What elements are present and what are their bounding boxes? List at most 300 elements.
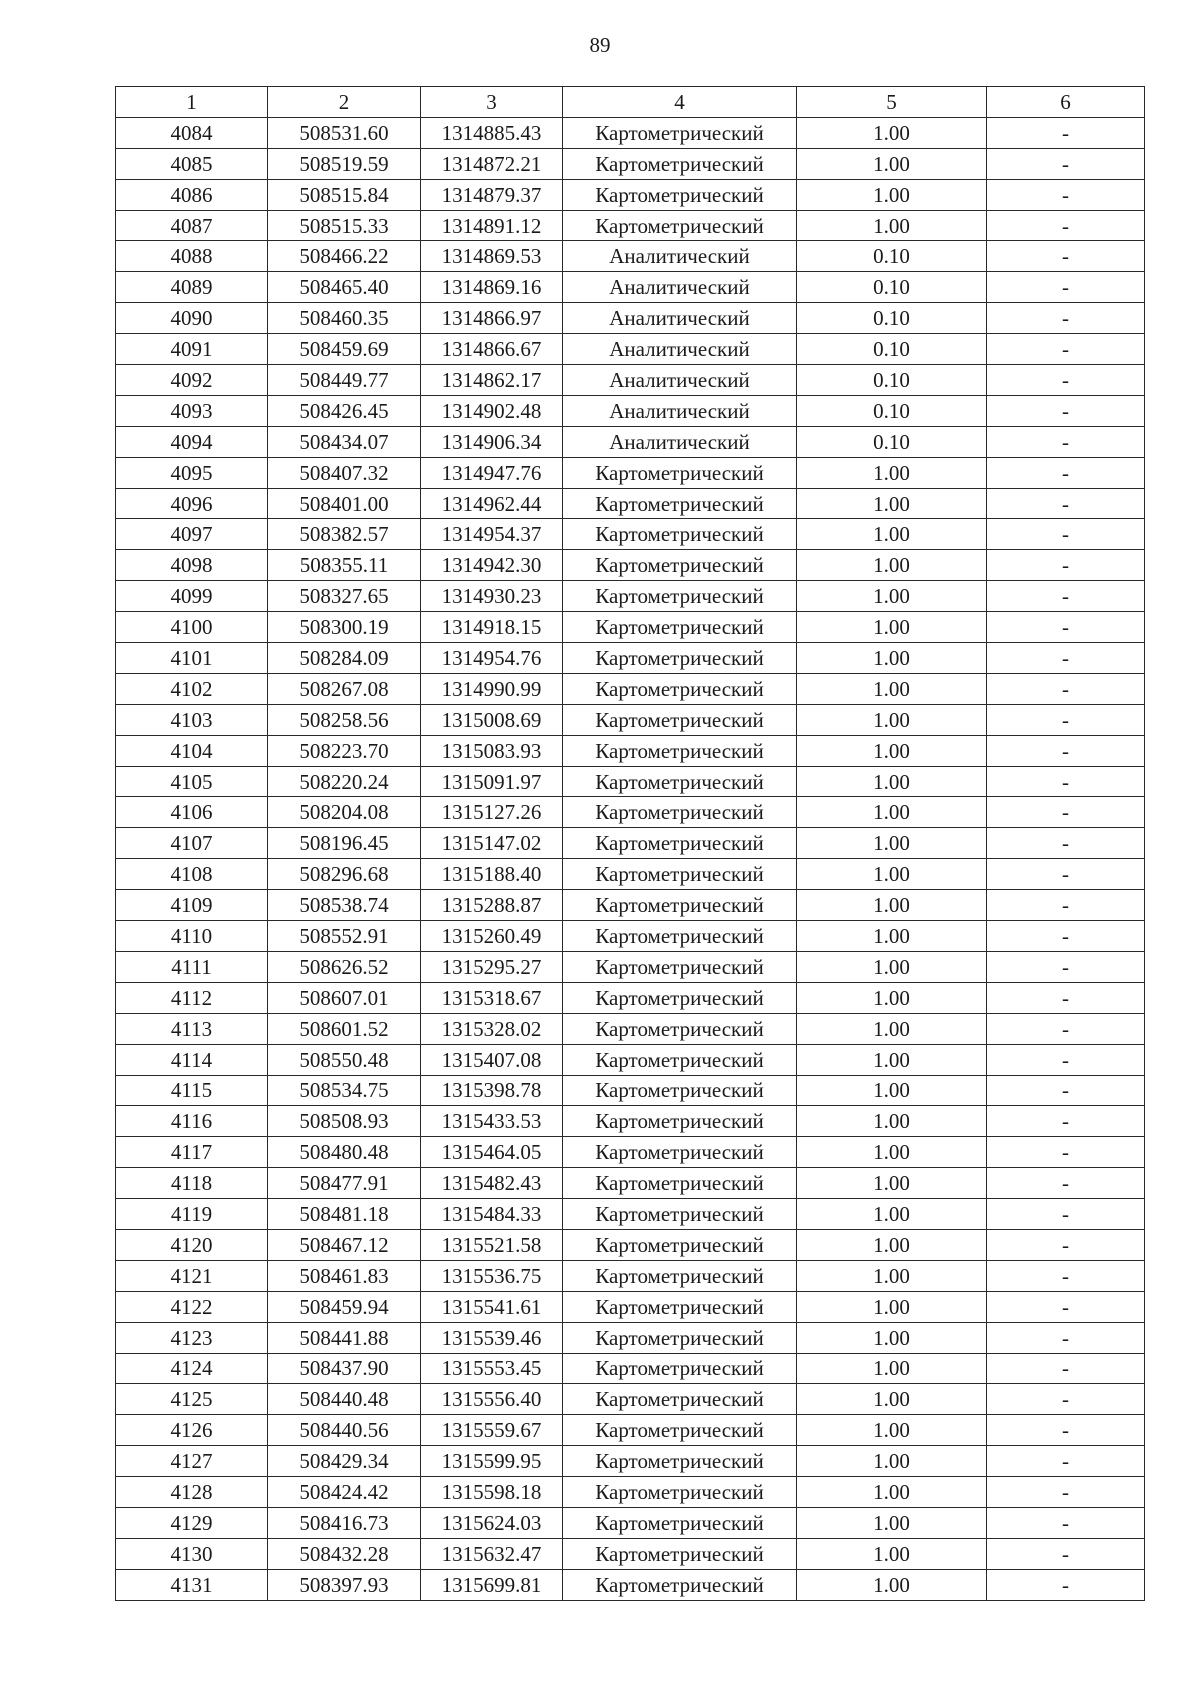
y-coordinate-cell: 1315539.46 (421, 1322, 563, 1353)
point-number-cell: 4095 (116, 457, 268, 488)
method-cell: Картометрический (563, 1229, 797, 1260)
x-coordinate-cell: 508531.60 (268, 117, 421, 148)
x-coordinate-cell: 508441.88 (268, 1322, 421, 1353)
y-coordinate-cell: 1314891.12 (421, 210, 563, 241)
table-row (116, 241, 1145, 272)
note-cell: - (987, 921, 1145, 952)
point-number-cell: 4111 (116, 951, 268, 982)
y-coordinate-cell: 1314879.37 (421, 179, 563, 210)
note-cell: - (987, 890, 1145, 921)
note-cell: - (987, 334, 1145, 365)
y-coordinate-cell: 1314869.53 (421, 241, 563, 272)
point-number-cell: 4098 (116, 550, 268, 581)
y-coordinate-cell: 1315553.45 (421, 1353, 563, 1384)
y-coordinate-cell: 1314947.76 (421, 457, 563, 488)
accuracy-cell: 1.00 (797, 519, 987, 550)
point-number-cell: 4130 (116, 1538, 268, 1569)
method-cell: Картометрический (563, 982, 797, 1013)
point-number-cell: 4089 (116, 272, 268, 303)
note-cell: - (987, 1415, 1145, 1446)
accuracy-cell: 1.00 (797, 1075, 987, 1106)
note-cell: - (987, 1322, 1145, 1353)
accuracy-cell: 1.00 (797, 735, 987, 766)
method-cell: Картометрический (563, 519, 797, 550)
point-number-cell: 4100 (116, 612, 268, 643)
accuracy-cell: 1.00 (797, 890, 987, 921)
x-coordinate-cell: 508223.70 (268, 735, 421, 766)
x-coordinate-cell: 508267.08 (268, 673, 421, 704)
point-number-cell: 4109 (116, 890, 268, 921)
table-row (116, 1137, 1145, 1168)
method-cell: Картометрический (563, 581, 797, 612)
note-cell: - (987, 1199, 1145, 1230)
accuracy-cell: 1.00 (797, 982, 987, 1013)
x-coordinate-cell: 508401.00 (268, 488, 421, 519)
y-coordinate-cell: 1315008.69 (421, 704, 563, 735)
accuracy-cell: 1.00 (797, 1291, 987, 1322)
accuracy-cell: 0.10 (797, 426, 987, 457)
table-row (116, 210, 1145, 241)
y-coordinate-cell: 1315541.61 (421, 1291, 563, 1322)
x-coordinate-cell: 508519.59 (268, 148, 421, 179)
point-number-cell: 4126 (116, 1415, 268, 1446)
column-header-3: 3 (421, 87, 563, 118)
x-coordinate-cell: 508465.40 (268, 272, 421, 303)
accuracy-cell: 0.10 (797, 395, 987, 426)
accuracy-cell: 1.00 (797, 859, 987, 890)
accuracy-cell: 1.00 (797, 117, 987, 148)
y-coordinate-cell: 1315433.53 (421, 1106, 563, 1137)
table-row (116, 1384, 1145, 1415)
accuracy-cell: 1.00 (797, 1013, 987, 1044)
y-coordinate-cell: 1314885.43 (421, 117, 563, 148)
method-cell: Картометрический (563, 1322, 797, 1353)
y-coordinate-cell: 1314962.44 (421, 488, 563, 519)
y-coordinate-cell: 1314990.99 (421, 673, 563, 704)
note-cell: - (987, 1013, 1145, 1044)
note-cell: - (987, 550, 1145, 581)
method-cell: Картометрический (563, 1137, 797, 1168)
x-coordinate-cell: 508515.33 (268, 210, 421, 241)
accuracy-cell: 1.00 (797, 1353, 987, 1384)
x-coordinate-cell: 508355.11 (268, 550, 421, 581)
x-coordinate-cell: 508461.83 (268, 1260, 421, 1291)
table-row (116, 457, 1145, 488)
point-number-cell: 4084 (116, 117, 268, 148)
note-cell: - (987, 1291, 1145, 1322)
note-cell: - (987, 241, 1145, 272)
y-coordinate-cell: 1314954.37 (421, 519, 563, 550)
x-coordinate-cell: 508480.48 (268, 1137, 421, 1168)
accuracy-cell: 1.00 (797, 612, 987, 643)
x-coordinate-cell: 508327.65 (268, 581, 421, 612)
method-cell: Картометрический (563, 1384, 797, 1415)
method-cell: Картометрический (563, 1168, 797, 1199)
note-cell: - (987, 797, 1145, 828)
y-coordinate-cell: 1314862.17 (421, 365, 563, 396)
y-coordinate-cell: 1314930.23 (421, 581, 563, 612)
note-cell: - (987, 673, 1145, 704)
note-cell: - (987, 395, 1145, 426)
note-cell: - (987, 1384, 1145, 1415)
method-cell: Картометрический (563, 1199, 797, 1230)
x-coordinate-cell: 508508.93 (268, 1106, 421, 1137)
accuracy-cell: 1.00 (797, 179, 987, 210)
accuracy-cell: 1.00 (797, 1569, 987, 1600)
coordinates-table (115, 86, 1145, 1601)
table-row (116, 148, 1145, 179)
x-coordinate-cell: 508477.91 (268, 1168, 421, 1199)
note-cell: - (987, 1477, 1145, 1508)
method-cell: Картометрический (563, 1353, 797, 1384)
accuracy-cell: 1.00 (797, 148, 987, 179)
method-cell: Картометрический (563, 1538, 797, 1569)
note-cell: - (987, 1260, 1145, 1291)
x-coordinate-cell: 508296.68 (268, 859, 421, 890)
x-coordinate-cell: 508429.34 (268, 1446, 421, 1477)
point-number-cell: 4093 (116, 395, 268, 426)
table-row (116, 1013, 1145, 1044)
y-coordinate-cell: 1315464.05 (421, 1137, 563, 1168)
point-number-cell: 4121 (116, 1260, 268, 1291)
y-coordinate-cell: 1314869.16 (421, 272, 563, 303)
point-number-cell: 4110 (116, 921, 268, 952)
method-cell: Картометрический (563, 673, 797, 704)
table-row (116, 612, 1145, 643)
x-coordinate-cell: 508300.19 (268, 612, 421, 643)
method-cell: Картометрический (563, 766, 797, 797)
y-coordinate-cell: 1315482.43 (421, 1168, 563, 1199)
method-cell: Картометрический (563, 735, 797, 766)
note-cell: - (987, 1569, 1145, 1600)
y-coordinate-cell: 1315632.47 (421, 1538, 563, 1569)
x-coordinate-cell: 508481.18 (268, 1199, 421, 1230)
column-header-2: 2 (268, 87, 421, 118)
table-row (116, 951, 1145, 982)
accuracy-cell: 1.00 (797, 210, 987, 241)
table-row (116, 1353, 1145, 1384)
accuracy-cell: 1.00 (797, 488, 987, 519)
x-coordinate-cell: 508407.32 (268, 457, 421, 488)
y-coordinate-cell: 1315484.33 (421, 1199, 563, 1230)
table-row (116, 550, 1145, 581)
table-row (116, 1229, 1145, 1260)
point-number-cell: 4094 (116, 426, 268, 457)
y-coordinate-cell: 1315318.67 (421, 982, 563, 1013)
method-cell: Картометрический (563, 951, 797, 982)
x-coordinate-cell: 508426.45 (268, 395, 421, 426)
point-number-cell: 4129 (116, 1507, 268, 1538)
point-number-cell: 4128 (116, 1477, 268, 1508)
method-cell: Картометрический (563, 612, 797, 643)
method-cell: Картометрический (563, 117, 797, 148)
accuracy-cell: 1.00 (797, 1384, 987, 1415)
table-row (116, 1477, 1145, 1508)
method-cell: Картометрический (563, 643, 797, 674)
accuracy-cell: 1.00 (797, 1415, 987, 1446)
method-cell: Картометрический (563, 210, 797, 241)
table-row (116, 1106, 1145, 1137)
accuracy-cell: 1.00 (797, 797, 987, 828)
table-row (116, 488, 1145, 519)
method-cell: Картометрический (563, 1507, 797, 1538)
point-number-cell: 4106 (116, 797, 268, 828)
table-row (116, 1538, 1145, 1569)
method-cell: Картометрический (563, 457, 797, 488)
point-number-cell: 4091 (116, 334, 268, 365)
accuracy-cell: 1.00 (797, 1137, 987, 1168)
note-cell: - (987, 859, 1145, 890)
x-coordinate-cell: 508220.24 (268, 766, 421, 797)
table-row (116, 179, 1145, 210)
y-coordinate-cell: 1315188.40 (421, 859, 563, 890)
note-cell: - (987, 1044, 1145, 1075)
point-number-cell: 4088 (116, 241, 268, 272)
y-coordinate-cell: 1315624.03 (421, 1507, 563, 1538)
table-row (116, 334, 1145, 365)
y-coordinate-cell: 1314872.21 (421, 148, 563, 179)
point-number-cell: 4117 (116, 1137, 268, 1168)
point-number-cell: 4107 (116, 828, 268, 859)
note-cell: - (987, 426, 1145, 457)
x-coordinate-cell: 508397.93 (268, 1569, 421, 1600)
table-row (116, 797, 1145, 828)
point-number-cell: 4120 (116, 1229, 268, 1260)
table-row (116, 519, 1145, 550)
table-row (116, 766, 1145, 797)
table-header (116, 87, 1145, 118)
x-coordinate-cell: 508467.12 (268, 1229, 421, 1260)
note-cell: - (987, 704, 1145, 735)
note-cell: - (987, 828, 1145, 859)
y-coordinate-cell: 1315295.27 (421, 951, 563, 982)
point-number-cell: 4112 (116, 982, 268, 1013)
table-row (116, 1415, 1145, 1446)
accuracy-cell: 1.00 (797, 766, 987, 797)
method-cell: Картометрический (563, 1044, 797, 1075)
note-cell: - (987, 1538, 1145, 1569)
note-cell: - (987, 1229, 1145, 1260)
method-cell: Картометрический (563, 1260, 797, 1291)
y-coordinate-cell: 1315083.93 (421, 735, 563, 766)
accuracy-cell: 1.00 (797, 457, 987, 488)
accuracy-cell: 1.00 (797, 643, 987, 674)
y-coordinate-cell: 1315536.75 (421, 1260, 563, 1291)
note-cell: - (987, 735, 1145, 766)
note-cell: - (987, 1168, 1145, 1199)
table-row (116, 1168, 1145, 1199)
point-number-cell: 4087 (116, 210, 268, 241)
y-coordinate-cell: 1314866.67 (421, 334, 563, 365)
accuracy-cell: 0.10 (797, 334, 987, 365)
method-cell: Картометрический (563, 921, 797, 952)
accuracy-cell: 1.00 (797, 550, 987, 581)
y-coordinate-cell: 1315407.08 (421, 1044, 563, 1075)
x-coordinate-cell: 508538.74 (268, 890, 421, 921)
x-coordinate-cell: 508459.94 (268, 1291, 421, 1322)
method-cell: Картометрический (563, 1291, 797, 1322)
accuracy-cell: 1.00 (797, 951, 987, 982)
y-coordinate-cell: 1315521.58 (421, 1229, 563, 1260)
method-cell: Картометрический (563, 1075, 797, 1106)
x-coordinate-cell: 508550.48 (268, 1044, 421, 1075)
method-cell: Картометрический (563, 890, 797, 921)
column-header-1: 1 (116, 87, 268, 118)
note-cell: - (987, 519, 1145, 550)
table-row (116, 303, 1145, 334)
point-number-cell: 4097 (116, 519, 268, 550)
table-row (116, 1075, 1145, 1106)
y-coordinate-cell: 1314954.76 (421, 643, 563, 674)
point-number-cell: 4108 (116, 859, 268, 890)
point-number-cell: 4118 (116, 1168, 268, 1199)
x-coordinate-cell: 508607.01 (268, 982, 421, 1013)
column-header-5: 5 (797, 87, 987, 118)
x-coordinate-cell: 508515.84 (268, 179, 421, 210)
x-coordinate-cell: 508437.90 (268, 1353, 421, 1384)
method-cell: Картометрический (563, 1477, 797, 1508)
y-coordinate-cell: 1315598.18 (421, 1477, 563, 1508)
table-row (116, 921, 1145, 952)
method-cell: Аналитический (563, 303, 797, 334)
x-coordinate-cell: 508432.28 (268, 1538, 421, 1569)
x-coordinate-cell: 508284.09 (268, 643, 421, 674)
point-number-cell: 4092 (116, 365, 268, 396)
table-row (116, 1507, 1145, 1538)
method-cell: Картометрический (563, 488, 797, 519)
note-cell: - (987, 117, 1145, 148)
note-cell: - (987, 1106, 1145, 1137)
y-coordinate-cell: 1315288.87 (421, 890, 563, 921)
note-cell: - (987, 1075, 1145, 1106)
y-coordinate-cell: 1315091.97 (421, 766, 563, 797)
table-row (116, 1260, 1145, 1291)
note-cell: - (987, 612, 1145, 643)
note-cell: - (987, 951, 1145, 982)
method-cell: Аналитический (563, 395, 797, 426)
x-coordinate-cell: 508552.91 (268, 921, 421, 952)
method-cell: Картометрический (563, 550, 797, 581)
accuracy-cell: 0.10 (797, 241, 987, 272)
method-cell: Картометрический (563, 1415, 797, 1446)
x-coordinate-cell: 508204.08 (268, 797, 421, 828)
point-number-cell: 4085 (116, 148, 268, 179)
table-row (116, 673, 1145, 704)
header-row (116, 87, 1145, 118)
point-number-cell: 4122 (116, 1291, 268, 1322)
y-coordinate-cell: 1315556.40 (421, 1384, 563, 1415)
table-row (116, 735, 1145, 766)
note-cell: - (987, 303, 1145, 334)
method-cell: Аналитический (563, 365, 797, 396)
table-row (116, 1199, 1145, 1230)
note-cell: - (987, 365, 1145, 396)
table-row (116, 581, 1145, 612)
y-coordinate-cell: 1315147.02 (421, 828, 563, 859)
table-row (116, 272, 1145, 303)
accuracy-cell: 1.00 (797, 921, 987, 952)
method-cell: Картометрический (563, 148, 797, 179)
x-coordinate-cell: 508459.69 (268, 334, 421, 365)
point-number-cell: 4103 (116, 704, 268, 735)
accuracy-cell: 1.00 (797, 1446, 987, 1477)
y-coordinate-cell: 1315127.26 (421, 797, 563, 828)
method-cell: Картометрический (563, 859, 797, 890)
y-coordinate-cell: 1315260.49 (421, 921, 563, 952)
accuracy-cell: 1.00 (797, 673, 987, 704)
method-cell: Картометрический (563, 1013, 797, 1044)
table-body (116, 117, 1145, 1600)
x-coordinate-cell: 508534.75 (268, 1075, 421, 1106)
accuracy-cell: 1.00 (797, 1538, 987, 1569)
y-coordinate-cell: 1314866.97 (421, 303, 563, 334)
table-row (116, 1569, 1145, 1600)
column-header-6: 6 (987, 87, 1145, 118)
x-coordinate-cell: 508440.48 (268, 1384, 421, 1415)
x-coordinate-cell: 508449.77 (268, 365, 421, 396)
x-coordinate-cell: 508626.52 (268, 951, 421, 982)
point-number-cell: 4123 (116, 1322, 268, 1353)
point-number-cell: 4104 (116, 735, 268, 766)
table-row (116, 859, 1145, 890)
x-coordinate-cell: 508466.22 (268, 241, 421, 272)
y-coordinate-cell: 1314942.30 (421, 550, 563, 581)
accuracy-cell: 0.10 (797, 365, 987, 396)
table-row (116, 365, 1145, 396)
accuracy-cell: 1.00 (797, 1229, 987, 1260)
x-coordinate-cell: 508196.45 (268, 828, 421, 859)
point-number-cell: 4101 (116, 643, 268, 674)
table-row (116, 117, 1145, 148)
method-cell: Аналитический (563, 426, 797, 457)
x-coordinate-cell: 508416.73 (268, 1507, 421, 1538)
note-cell: - (987, 457, 1145, 488)
method-cell: Аналитический (563, 241, 797, 272)
note-cell: - (987, 1137, 1145, 1168)
point-number-cell: 4119 (116, 1199, 268, 1230)
method-cell: Картометрический (563, 828, 797, 859)
accuracy-cell: 1.00 (797, 1044, 987, 1075)
accuracy-cell: 1.00 (797, 1106, 987, 1137)
point-number-cell: 4105 (116, 766, 268, 797)
note-cell: - (987, 766, 1145, 797)
point-number-cell: 4102 (116, 673, 268, 704)
method-cell: Картометрический (563, 179, 797, 210)
table-row (116, 828, 1145, 859)
table-row (116, 1291, 1145, 1322)
x-coordinate-cell: 508382.57 (268, 519, 421, 550)
accuracy-cell: 1.00 (797, 704, 987, 735)
x-coordinate-cell: 508440.56 (268, 1415, 421, 1446)
note-cell: - (987, 581, 1145, 612)
point-number-cell: 4113 (116, 1013, 268, 1044)
accuracy-cell: 1.00 (797, 828, 987, 859)
method-cell: Аналитический (563, 334, 797, 365)
note-cell: - (987, 210, 1145, 241)
method-cell: Картометрический (563, 1569, 797, 1600)
note-cell: - (987, 1446, 1145, 1477)
note-cell: - (987, 982, 1145, 1013)
accuracy-cell: 1.00 (797, 1322, 987, 1353)
y-coordinate-cell: 1315398.78 (421, 1075, 563, 1106)
note-cell: - (987, 148, 1145, 179)
table-row (116, 1322, 1145, 1353)
note-cell: - (987, 1507, 1145, 1538)
method-cell: Картометрический (563, 1446, 797, 1477)
y-coordinate-cell: 1314918.15 (421, 612, 563, 643)
point-number-cell: 4124 (116, 1353, 268, 1384)
x-coordinate-cell: 508460.35 (268, 303, 421, 334)
